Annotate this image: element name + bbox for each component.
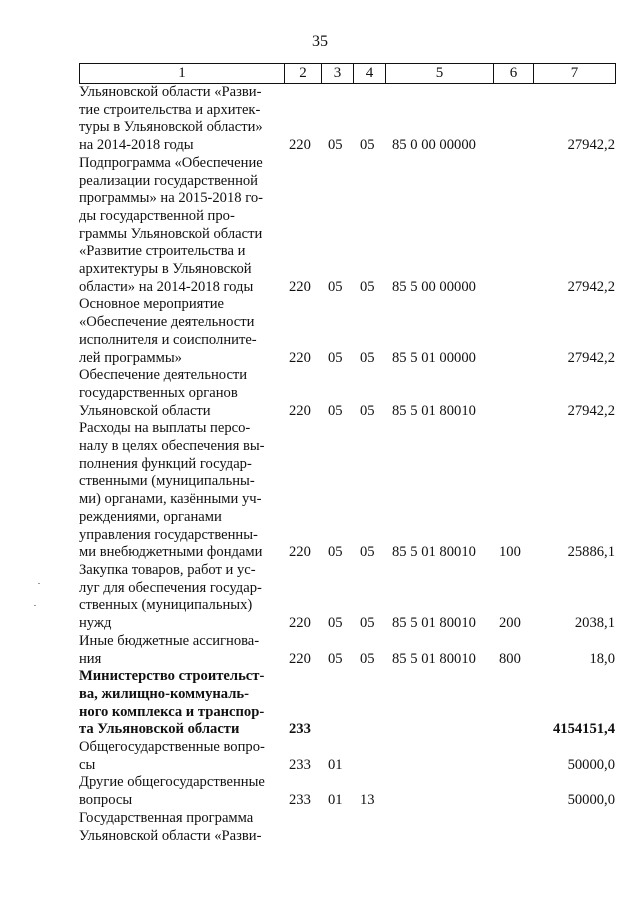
cell-column-4: 05 <box>360 278 375 295</box>
description-line: Подпрограмма «Обеспечение <box>79 154 263 171</box>
description-line: ва, жилищно-коммуналь- <box>79 685 249 702</box>
cell-column-3: 05 <box>328 137 343 154</box>
description-line: Другие общегосударственные <box>79 774 265 791</box>
description-line: Министерство строительст- <box>79 668 265 685</box>
table-row <box>79 155 615 297</box>
table-header <box>79 63 616 84</box>
cell-column-5: 85 5 01 80010 <box>392 402 476 419</box>
cell-column-7: 27942,2 <box>567 137 615 154</box>
description-line: «Обеспечение деятельности <box>79 314 255 331</box>
description-line: Основное мероприятие <box>79 296 225 313</box>
description-line: Ульяновской области «Разви- <box>79 827 262 844</box>
cell-column-3: 05 <box>328 278 343 295</box>
cell-column-7: 50000,0 <box>567 756 615 773</box>
cell-column-2: 233 <box>289 721 311 738</box>
cell-column-4: 05 <box>360 650 375 667</box>
cell-column-7: 50000,0 <box>567 792 615 809</box>
column-header-4: 4 <box>354 64 386 84</box>
cell-column-3: 05 <box>328 544 343 561</box>
cell-column-2: 233 <box>289 756 311 773</box>
cell-column-6: 800 <box>499 650 521 667</box>
table-row <box>79 668 615 739</box>
description-line: Иные бюджетные ассигнова- <box>79 632 260 649</box>
cell-column-2: 220 <box>289 650 311 667</box>
description-line: ственных (муниципальных) <box>79 597 253 614</box>
description-line: ды государственной про- <box>79 207 235 224</box>
description-line: сы <box>79 756 96 773</box>
cell-column-5: 85 5 01 80010 <box>392 544 476 561</box>
cell-column-5: 85 5 01 80010 <box>392 615 476 632</box>
scan-speck <box>34 605 36 606</box>
description-line: Закупка товаров, работ и ус- <box>79 561 256 578</box>
cell-column-4: 05 <box>360 402 375 419</box>
row-description <box>79 633 282 668</box>
description-line: тие строительства и архитек- <box>79 101 261 118</box>
table-row <box>79 562 615 633</box>
description-line: вопросы <box>79 792 133 809</box>
cell-column-2: 220 <box>289 278 311 295</box>
row-description <box>79 420 282 562</box>
description-line: реализации государственной <box>79 172 258 189</box>
row-description <box>79 155 282 297</box>
description-line: нужд <box>79 615 112 632</box>
cell-column-4: 13 <box>360 792 375 809</box>
table-row <box>79 633 615 668</box>
description-line: луг для обеспечения государ- <box>79 579 262 596</box>
row-description <box>79 668 282 739</box>
row-description <box>79 367 282 420</box>
table-row <box>79 84 615 155</box>
cell-column-7: 27942,2 <box>567 278 615 295</box>
description-line: Ульяновской области «Разви- <box>79 84 262 100</box>
cell-column-7: 18,0 <box>589 650 615 667</box>
cell-column-4: 05 <box>360 137 375 154</box>
table-row <box>79 739 615 774</box>
cell-column-7: 2038,1 <box>574 615 615 632</box>
budget-table <box>79 63 615 845</box>
description-line: ми) органами, казёнными уч- <box>79 491 262 508</box>
description-line: Расходы на выплаты персо- <box>79 420 251 437</box>
cell-column-3: 05 <box>328 402 343 419</box>
description-line: туры в Ульяновской области» <box>79 119 263 136</box>
table-row <box>79 420 615 562</box>
cell-column-2: 220 <box>289 137 311 154</box>
description-line: полнения функций государ- <box>79 455 252 472</box>
description-line: лей программы» <box>79 349 182 366</box>
description-line: Ульяновской области <box>79 402 211 419</box>
cell-column-3: 05 <box>328 650 343 667</box>
cell-column-6: 100 <box>499 544 521 561</box>
description-line: ния <box>79 650 102 667</box>
table-row <box>79 367 615 420</box>
description-line: управления государственны- <box>79 526 258 543</box>
cell-column-3: 05 <box>328 615 343 632</box>
description-line: исполнителя и соисполните- <box>79 331 257 348</box>
table-row <box>79 296 615 367</box>
description-line: «Развитие строительства и <box>79 243 246 260</box>
table-row <box>79 810 615 845</box>
column-header-7: 7 <box>534 64 616 84</box>
cell-column-5: 85 5 01 00000 <box>392 349 476 366</box>
cell-column-6: 200 <box>499 615 521 632</box>
table-row <box>79 774 615 809</box>
description-line: государственных органов <box>79 384 238 401</box>
cell-column-2: 220 <box>289 615 311 632</box>
description-line: ми внебюджетными фондами <box>79 544 263 561</box>
cell-column-2: 220 <box>289 402 311 419</box>
row-description <box>79 810 282 845</box>
column-header-6: 6 <box>494 64 534 84</box>
row-description <box>79 562 282 633</box>
cell-column-7: 4154151,4 <box>552 721 615 738</box>
description-line: области» на 2014-2018 годы <box>79 278 254 295</box>
row-description <box>79 739 282 774</box>
cell-column-3: 01 <box>328 756 343 773</box>
description-line: та Ульяновской области <box>79 721 240 738</box>
row-description <box>79 296 282 367</box>
cell-column-2: 220 <box>289 349 311 366</box>
cell-column-2: 220 <box>289 544 311 561</box>
column-header-5: 5 <box>386 64 494 84</box>
row-description <box>79 84 282 155</box>
description-line: ного комплекса и транспор- <box>79 703 265 720</box>
cell-column-5: 85 5 01 80010 <box>392 650 476 667</box>
description-line: реждениями, органами <box>79 508 222 525</box>
cell-column-4: 05 <box>360 544 375 561</box>
cell-column-7: 27942,2 <box>567 402 615 419</box>
cell-column-3: 05 <box>328 349 343 366</box>
table-body <box>79 84 615 845</box>
description-line: граммы Ульяновской области <box>79 225 263 242</box>
description-line: Государственная программа <box>79 809 254 826</box>
cell-column-3: 01 <box>328 792 343 809</box>
description-line: ственными (муниципальны- <box>79 473 255 490</box>
description-line: на 2014-2018 годы <box>79 137 194 154</box>
column-header-3: 3 <box>322 64 354 84</box>
cell-column-7: 27942,2 <box>567 349 615 366</box>
cell-column-5: 85 5 00 00000 <box>392 278 476 295</box>
scan-speck <box>38 583 40 584</box>
description-line: налу в целях обеспечения вы- <box>79 438 265 455</box>
row-description <box>79 774 282 809</box>
description-line: Обеспечение деятельности <box>79 367 248 384</box>
cell-column-2: 233 <box>289 792 311 809</box>
cell-column-5: 85 0 00 00000 <box>392 137 476 154</box>
description-line: архитектуры в Ульяновской <box>79 261 252 278</box>
description-line: программы» на 2015-2018 го- <box>79 190 263 207</box>
cell-column-4: 05 <box>360 615 375 632</box>
column-header-2: 2 <box>285 64 322 84</box>
cell-column-7: 25886,1 <box>567 544 615 561</box>
column-header-1: 1 <box>80 64 285 84</box>
page-number: 35 <box>312 33 328 50</box>
description-line: Общегосударственные вопро- <box>79 739 265 756</box>
cell-column-4: 05 <box>360 349 375 366</box>
